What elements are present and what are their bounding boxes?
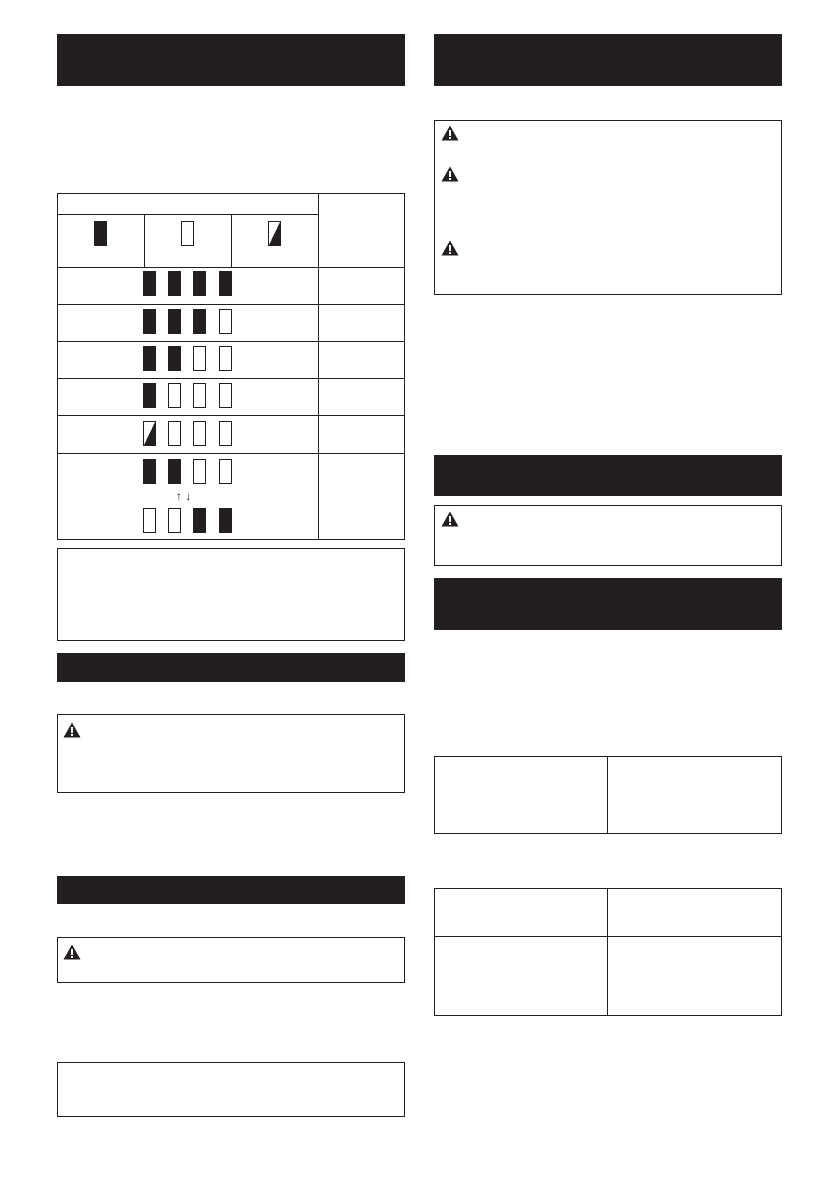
table-row-divider xyxy=(57,341,405,342)
indicator-lamp-lit xyxy=(143,459,156,484)
indicator-lamp-lit xyxy=(193,309,206,334)
two-column-table xyxy=(434,756,782,834)
warning-triangle-icon xyxy=(63,944,81,960)
warning-triangle-icon xyxy=(441,125,459,141)
indicator-lamp-blinking xyxy=(143,421,156,446)
table-row-divider xyxy=(57,453,405,454)
indicator-lamp-lit xyxy=(143,346,156,371)
indicator-lamp-off xyxy=(219,309,232,334)
table-row-divider xyxy=(57,378,405,379)
caution-box xyxy=(57,937,405,983)
warning-box xyxy=(434,120,782,295)
table-row-divider xyxy=(57,304,405,305)
table-row-divider xyxy=(57,415,405,416)
table-divider xyxy=(607,756,608,834)
indicator-lamp-lit xyxy=(143,309,156,334)
indicator-lamp-off xyxy=(143,508,156,533)
warning-triangle-icon xyxy=(441,240,459,256)
section-header-bar-4 xyxy=(434,34,782,86)
table-row-divider xyxy=(57,267,405,268)
indicator-lamp-lit xyxy=(168,309,181,334)
note-box xyxy=(57,548,405,641)
section-header-bar-3 xyxy=(57,876,405,904)
note-box xyxy=(57,1062,405,1117)
warning-triangle-icon xyxy=(441,511,459,527)
legend-off-symbol xyxy=(181,221,194,246)
table-divider xyxy=(144,214,145,267)
table-divider xyxy=(231,214,232,267)
legend-blinking-symbol xyxy=(268,221,281,246)
section-header-bar-5 xyxy=(434,455,782,496)
toggle-arrows: ↑ ↓ xyxy=(176,489,192,503)
indicator-lamp-off xyxy=(193,421,206,446)
warning-box xyxy=(434,505,782,566)
section-header-bar-6 xyxy=(434,578,782,630)
indicator-lamp-lit xyxy=(193,508,206,533)
table-row-divider xyxy=(434,936,782,937)
table-divider xyxy=(318,193,319,540)
indicator-lamp-off xyxy=(193,459,206,484)
indicator-lamp-off xyxy=(219,346,232,371)
two-column-table xyxy=(434,888,782,1016)
indicator-lamp-off xyxy=(168,383,181,408)
indicator-lamp-off xyxy=(168,508,181,533)
indicator-lamp-off xyxy=(219,421,232,446)
indicator-lamp-off xyxy=(219,383,232,408)
caution-box xyxy=(57,714,405,793)
indicator-lamp-off xyxy=(193,346,206,371)
table-divider xyxy=(57,214,318,215)
indicator-lamp-lit xyxy=(219,271,232,296)
indicator-lamp-lit xyxy=(168,459,181,484)
indicator-lamp-lit xyxy=(168,346,181,371)
warning-triangle-icon xyxy=(63,722,81,738)
indicator-lamp-lit xyxy=(143,383,156,408)
section-header-bar-1 xyxy=(57,34,405,86)
table-divider xyxy=(607,888,608,1016)
indicator-lamp-off xyxy=(219,459,232,484)
indicator-lamp-lit xyxy=(219,508,232,533)
indicator-lamp-lit xyxy=(193,271,206,296)
indicator-lamp-off xyxy=(193,383,206,408)
indicator-lamp-off xyxy=(168,421,181,446)
warning-triangle-icon xyxy=(441,166,459,182)
indicator-lamp-lit xyxy=(168,271,181,296)
legend-lit-symbol xyxy=(94,221,107,246)
section-header-bar-2 xyxy=(57,653,405,682)
indicator-lamp-lit xyxy=(143,271,156,296)
